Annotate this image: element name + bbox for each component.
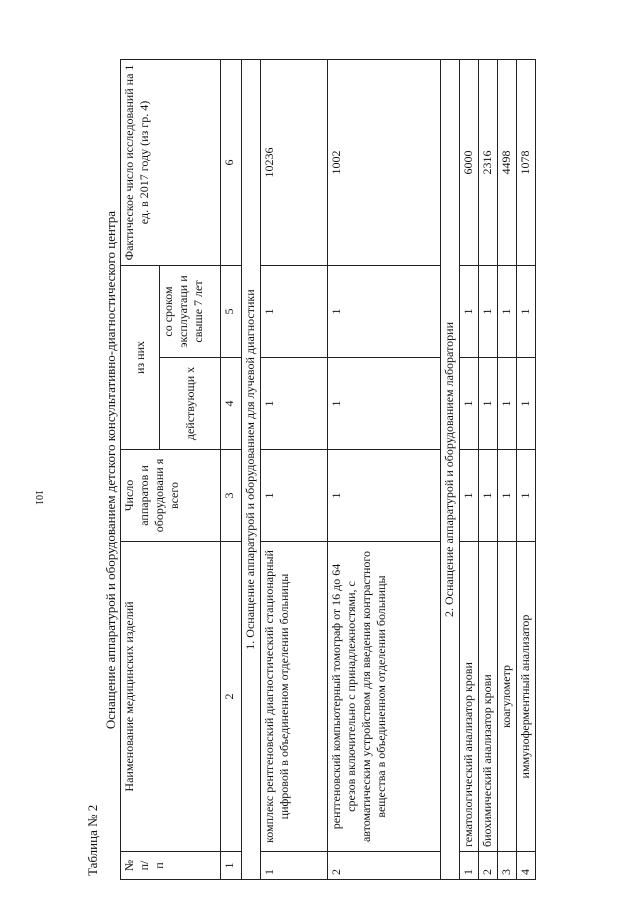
rotated-page-content bbox=[84, 60, 624, 880]
row-active: 1 bbox=[261, 358, 328, 450]
table-title: Оснащение аппаратурой и оборудованием детского консультативно-диагностического центра bbox=[103, 210, 118, 730]
row-old: 1 bbox=[328, 265, 441, 357]
header-active: действующи х bbox=[160, 358, 221, 450]
row-active: 1 bbox=[328, 358, 441, 450]
column-number: 6 bbox=[221, 59, 242, 265]
page-number: 101 bbox=[33, 490, 44, 505]
header-row bbox=[121, 59, 160, 879]
section-title: 2. Оснащение аппаратурой и оборудованием лаборатории bbox=[441, 59, 460, 879]
table-row bbox=[517, 59, 536, 879]
row-name: рентгеновский компьютерный томограф от 16 до 64 срезов включительно с принадлежностями, с автоматическим устройством для введения контрастного вещества в объединенном отделении больницы bbox=[328, 542, 441, 852]
row-total: 1 bbox=[460, 450, 479, 542]
row-num: 1 bbox=[261, 852, 328, 880]
row-actual: 10236 bbox=[261, 59, 328, 265]
row-name: комплекс рентгеновский диагностический стационарный цифровой в объединенном отделении больницы bbox=[261, 542, 328, 852]
column-number: 4 bbox=[221, 358, 242, 450]
row-active: 1 bbox=[517, 358, 536, 450]
row-num: 3 bbox=[498, 852, 517, 880]
section-row bbox=[441, 59, 460, 879]
row-actual: 6000 bbox=[460, 59, 479, 265]
section-title: 1. Оснащение аппаратурой и оборудованием для лучевой диагностики bbox=[242, 59, 261, 879]
row-active: 1 bbox=[460, 358, 479, 450]
row-num: 4 bbox=[517, 852, 536, 880]
row-actual: 1078 bbox=[517, 59, 536, 265]
row-actual: 1002 bbox=[328, 59, 441, 265]
column-number: 5 bbox=[221, 265, 242, 357]
row-actual: 4498 bbox=[498, 59, 517, 265]
equipment-table bbox=[120, 59, 536, 880]
column-number: 1 bbox=[221, 852, 242, 880]
row-active: 1 bbox=[479, 358, 498, 450]
row-num: 2 bbox=[328, 852, 441, 880]
row-name: коагулометр bbox=[498, 542, 517, 852]
table-row bbox=[479, 59, 498, 879]
row-old: 1 bbox=[261, 265, 328, 357]
row-old: 1 bbox=[498, 265, 517, 357]
column-number: 3 bbox=[221, 450, 242, 542]
header-num: № п/ п bbox=[121, 852, 221, 880]
row-name: гематологический анализатор крови bbox=[460, 542, 479, 852]
row-num: 2 bbox=[479, 852, 498, 880]
row-total: 1 bbox=[498, 450, 517, 542]
row-old: 1 bbox=[460, 265, 479, 357]
row-name: иммуноферментный анализатор bbox=[517, 542, 536, 852]
row-active: 1 bbox=[498, 358, 517, 450]
row-old: 1 bbox=[479, 265, 498, 357]
row-old: 1 bbox=[517, 265, 536, 357]
row-name: биохимический анализатор крови bbox=[479, 542, 498, 852]
section-row bbox=[242, 59, 261, 879]
header-name: Наименование медицинских изделий bbox=[121, 542, 221, 852]
table-caption: Таблица № 2 bbox=[85, 804, 100, 876]
row-total: 1 bbox=[479, 450, 498, 542]
row-total: 1 bbox=[328, 450, 441, 542]
header-old: со сроком эксплуатаци и свыше 7 лет bbox=[160, 265, 221, 357]
header-actual: Фактическое число исследований на 1 ед. в 2017 году (из гр. 4) bbox=[121, 59, 221, 265]
header-of-them: из них bbox=[121, 265, 160, 449]
table-row bbox=[498, 59, 517, 879]
row-num: 1 bbox=[460, 852, 479, 880]
row-actual: 2316 bbox=[479, 59, 498, 265]
header-total: Число аппаратов и оборудовани я всего bbox=[121, 450, 221, 542]
column-number: 2 bbox=[221, 542, 242, 852]
row-total: 1 bbox=[517, 450, 536, 542]
table-row bbox=[460, 59, 479, 879]
column-numbers-row bbox=[221, 59, 242, 879]
table-row bbox=[261, 59, 328, 879]
row-total: 1 bbox=[261, 450, 328, 542]
table-row bbox=[328, 59, 441, 879]
